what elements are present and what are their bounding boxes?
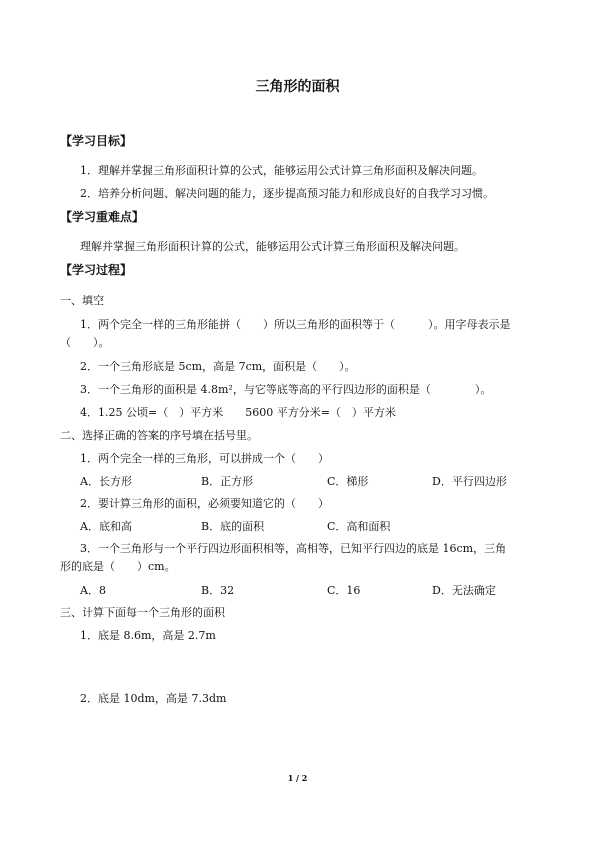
part2-q1-option-b: B．正方形 [201,475,254,488]
goal-item-1: 1．理解并掌握三角形面积计算的公式，能够运用公式计算三角形面积及解决问题。 [80,164,483,177]
part1-q3: 3．一个三角形的面积是 4.8m²，与它等底等高的平行四边形的面积是（ ）。 [80,383,492,396]
part2-q1: 1．两个完全一样的三角形，可以拼成一个（ ） [80,452,329,465]
part2-q3-line2: 形的底是（ ）cm。 [60,560,176,573]
page-title: 三角形的面积 [255,79,340,95]
part3-q2: 2．底是 10dm，高是 7.3dm [80,692,227,705]
part3-q1: 1．底是 8.6m，高是 2.7m [80,629,216,642]
part2-q1-option-d: D．平行四边形 [432,475,507,488]
part1-q4: 4．1.25 公顷=（ ）平方米 5600 平方分米=（ ）平方米 [80,406,396,419]
part2-q1-option-c: C．梯形 [327,475,369,488]
part2-q2-option-a: A．底和高 [80,520,132,533]
part2-q3-option-a: A．8 [80,584,106,597]
part2-q1-option-a: A．长方形 [80,475,132,488]
part2-heading: 二、选择正确的答案的序号填在括号里。 [60,429,258,442]
section-heading-goals: 【学习目标】 [60,134,133,148]
part2-q3-line1: 3．一个三角形与一个平行四边形面积相等，高相等，已知平行四边的底是 16cm，三角 [80,542,507,555]
page-number: 1 / 2 [287,773,308,783]
goal-item-2: 2．培养分析问题、解决问题的能力，逐步提高预习能力和形成良好的自我学习习惯。 [80,187,494,200]
part3-heading: 三、计算下面每一个三角形的面积 [60,606,225,619]
part1-q1-line2: （ ）。 [60,336,110,349]
part2-q3-option-b: B．32 [201,584,235,597]
part1-q2: 2．一个三角形底是 5cm，高是 7cm，面积是（ ）。 [80,360,356,373]
part1-heading: 一、填空 [60,294,104,307]
part2-q2: 2．要计算三角形的面积，必须要知道它的（ ） [80,497,329,510]
section-heading-process: 【学习过程】 [60,263,133,277]
part2-q2-option-c: C．高和面积 [327,520,391,533]
part1-q1-line1: 1．两个完全一样的三角形能拼（ ）所以三角形的面积等于（ ）。用字母表示是 [80,318,511,331]
part2-q3-option-c: C．16 [327,584,361,597]
part2-q2-option-b: B．底的面积 [201,520,265,533]
section-heading-key-points: 【学习重难点】 [60,210,145,224]
key-points-text: 理解并掌握三角形面积计算的公式，能够运用公式计算三角形面积及解决问题。 [80,240,465,253]
part2-q3-option-d: D．无法确定 [432,584,496,597]
